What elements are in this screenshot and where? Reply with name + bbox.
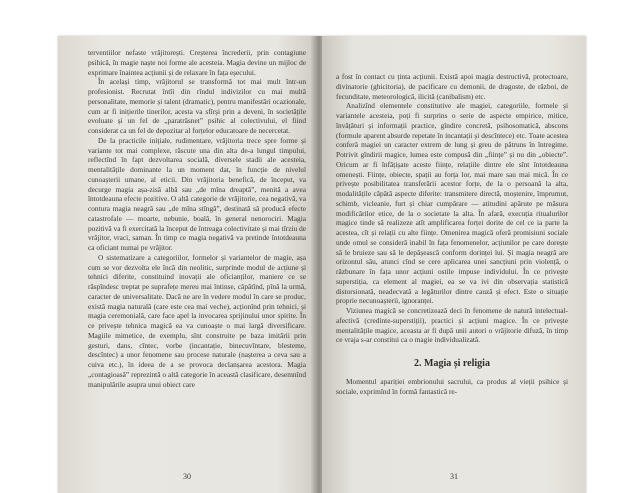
paragraph: terventiilor nefaste vrăjitorești. Creșterea încrederii, prin contagiune psihică, în magie naște noi forme ale acesteia. Magia devine un mijloc de exprimare înaintea acțiunii și de relaxare în fața eșecului. xyxy=(88,48,306,77)
paragraph: De la practicile inițiale, rudimentare, vrăjitoria trece spre forme și variante tot mai complexe, răscute una din alta de-a lungul timpului, reflectînd în fapt dezvoltarea socială, diversele stadii ale acesteia, mentalitățile dominante la un moment dat, în funcție de nivelul cunoașterii umane, al eticii. Din vrăjitoria benefică, de început, va decurge magia așa-zisă albă sau „de mîna dreaptă”, menită a avea întotdeauna efecte pozitive. O altă categorie de vrăjitorie, cea negativă, va contura magia neagră sau „de mîna stîngă”, destinată să producă efecte catastrofale — moarte, nebunie, boală, în general nenorociri. Magia pozitivă va fi exercitată la început de întreaga colectivitate și mai tîrziu de vrăjitor, vraci, saman. În timp ce magia negativă va pretinde întotdeauna ca oficiant numai pe vrăjitor. xyxy=(88,135,306,252)
paragraph: În același timp, vrăjitorul se transformă tot mai mult într-un profesionist. Recrutat întîi din rîndul indivizilor cu mai multă personalitate, memorie și talent (dramatic), pentru manifestări ocazionale, cum ar fi inițierile tinerilor, acesta va sfîrși prin a deveni, în societățile evoluate și un fel de „paratrăsnet” psihic al colectivului, el fiind considerat ca un fel de depozitar al forțelor educatoare de necercetat. xyxy=(88,77,306,135)
paragraph: Momentul apariției embrionului sacrului, ca produs al vieții psihice și sociale, exprimînd în formă fantastică re- xyxy=(336,376,568,396)
left-page-text xyxy=(88,48,306,389)
open-book xyxy=(58,36,586,493)
right-page-text xyxy=(336,72,568,396)
left-page xyxy=(58,36,316,493)
page-number-right: 31 xyxy=(450,472,458,481)
paragraph: a fost în contact cu ținta acțiunii. Există apoi magia destructivă, protectoare, divinatorie (ghicitoria), de pacificare cu demonii, de dragoste, de război, de fecunditate, meteorologică, ilicită (canibalism) etc. xyxy=(336,72,568,101)
right-page xyxy=(322,36,586,493)
paragraph: Analizînd elementele constitutive ale magiei, categoriile, formele și variantele acesteia, poți fi surprins o serie de aspecte empirice, mitice, învățături și informații practice, gîndire concretă, psihosomatică, abscons (formule aparent absurde repetate în incantații și descîntece) etc. Toate acestea conferă magiei un caracter extrem de lung și greu de pătruns în întregime. Potrivit gîndirii magice, lumea este compusă din „ființe” și nu din „obiecte”. Oricum ar fi înfățișate aceste ființe, relațiile dintre ele sînt întotdeauna omenești. Ființe, obiecte, spații au forța lor, mai mare sau mai mică. În ce privește posibilitatea transferării acestor forțe, de la o persoană la alta, modalitățile căpătă aspecte diferite: transmitere directă, moștenire, împrumut, schimb, vicleanie, furt și chiar cumpărare — atitudini apărute pe măsura modificărilor etice, de la o societate la alta. În afară, execuția ritualurilor magice tinde să realizeze atît amplificarea forței dorite de cel ce ia parte la acestea, cît și relații cu alte ființe. Omenirea magică oferă promisiuni sociale unde omul se consideră inabil în fața fenomenelor, acțiunilor pe care dorește să le bruieze sau să le depășească conform dorinței lui. Și magia neagră are orizontul său, atunci cînd se cere aplicarea unei sancțiuni prin violență, o răzbunare în fața unor acțiuni ostile impuse individului. În ce privește superstiția, ca element al magiei, ea se va ivi din observația statistică distorsionată, neadecvată a legăturilor dintre cauză și efect. Este o situație proprie necunoașterii, ignoranței. xyxy=(336,101,568,306)
paragraph: O sistematizare a categoriilor, formelor și variantelor de magie, așa cum se vor dezvolta ele încă din neolitic, surprinde modul de acțiune și tehnici diferite, constituind inovații ale oficianților, maniere ce se răspîndesc treptat pe suprafețe mereu mai întinse, căpătînd, pînă la urmă, caracter de universalitate. Dacă ne are în vedere modul în care se produc, există magia naturală (care este cea mai veche), acționînd prin tehnici, și magia ceremonială, care face apel la invocarea sprijinului unor spirite. În ce privește tehnica magică ea va cunoaște o mai largă diversificare. Magiile mimetice, de exemplu, sînt construite pe baza imitării prin gesturi, dans, cîntec, vorbe (incantație, binecuvîntare, blesteme, descîntec) a unor fenomene sau procese naturale (nașterea a ceva sau a cuiva etc.), în ideea de a se provoca declanșarea acestora. Magia „contagioasă” reprezintă o altă categorie în această clasificare, desemnînd manipulările asupra unui obiect care xyxy=(88,252,306,389)
section-heading: 2. Magia și religia xyxy=(414,358,490,369)
page-number-left: 30 xyxy=(183,472,191,481)
paragraph: Viziunea magică se concretizează deci în fenomene de natură intelectual-afectivă (credinte-superstiții), practici și acțiuni magice. În ce privește mentalitățile magice, aceasta ar fi după unii autori o vrăjitorie difuză, în timp ce vraja s-ar constitui ca o magie individualizată. xyxy=(336,306,568,345)
